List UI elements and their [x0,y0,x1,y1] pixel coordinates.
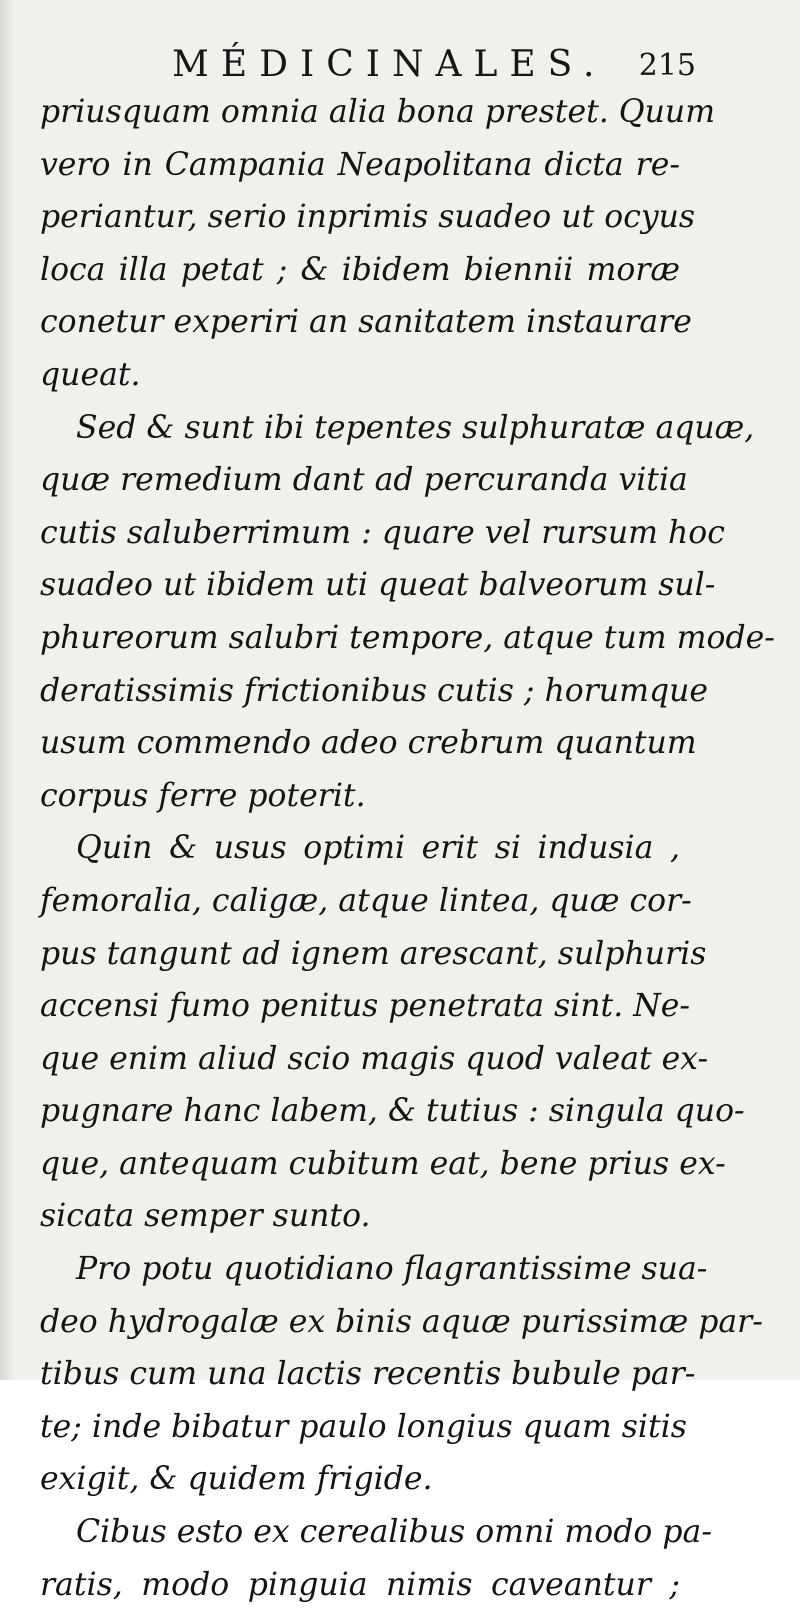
text-line: Pro potu quotidiano flagrantissime sua- [76,1251,708,1288]
text-line: pugnare hanc labem, & tutius : singula quo- [40,1093,745,1130]
text-line: priusquam omnia alia bona prestet. Quum [40,94,716,130]
text-line: deo hydrogalæ ex binis aquæ purissimæ par- [40,1303,763,1340]
page-number: 215 [638,48,696,83]
running-head [40,42,696,92]
text-line: periantur, serio inprimis suadeo ut ocyus [40,199,696,236]
paragraph-5 [40,1506,712,1611]
text-line: deratissimis frictionibus cutis ; horumque [40,672,709,709]
text-line: sicata semper sunto. [40,1198,371,1235]
paragraph-1 [40,86,716,402]
text-line: cutis saluberrimum : quare vel rursum hoc [40,514,725,551]
text-line: Quin & usus optimi erit si indusia , [76,830,680,867]
text-line: vero in Campania Neapolitana dicta re- [40,146,680,183]
paragraph-3 [40,822,745,1243]
paragraph-4 [40,1243,763,1506]
paragraph-2 [40,402,775,823]
running-title: MÉDICINALES. [172,44,607,85]
text-line: que, antequam cubitum eat, bene prius ex- [40,1145,726,1182]
text-line: queat. [40,356,141,393]
text-line: ratis, modo pinguia nimis caveantur ; [40,1566,680,1603]
text-line: Cibus esto ex cerealibus omni modo pa- [76,1514,712,1551]
body-text [40,86,775,1611]
text-line: pus tangunt ad ignem arescant, sulphuris [40,935,707,972]
text-line: quæ remedium dant ad percuranda vitia [40,462,688,499]
text-line: te; inde bibatur paulo longius quam sitis [40,1408,687,1445]
text-line: accensi fumo penitus penetrata sint. Ne- [40,988,691,1025]
text-line: exigit, & quidem frigide. [40,1461,433,1498]
text-line: que enim aliud scio magis quod valeat ex- [40,1040,709,1077]
text-line: suadeo ut ibidem uti queat balveorum sul- [40,567,716,604]
text-line: tibus cum una lactis recentis bubule par- [40,1356,696,1393]
text-line: corpus ferre poterit. [40,777,366,814]
text-line: loca illa petat ; & ibidem biennii moræ [40,251,680,288]
text-line: phureorum salubri tempore, atque tum mode- [40,619,775,656]
text-line: femoralia, caligæ, atque lintea, quæ cor- [40,882,692,919]
text-line: usum commendo adeo crebrum quantum [40,725,697,762]
gutter-shadow [0,0,14,1380]
text-line: conetur experiri an sanitatem instaurare [40,304,692,341]
text-line: Sed & sunt ibi tepentes sulphuratæ aquæ, [76,409,755,446]
